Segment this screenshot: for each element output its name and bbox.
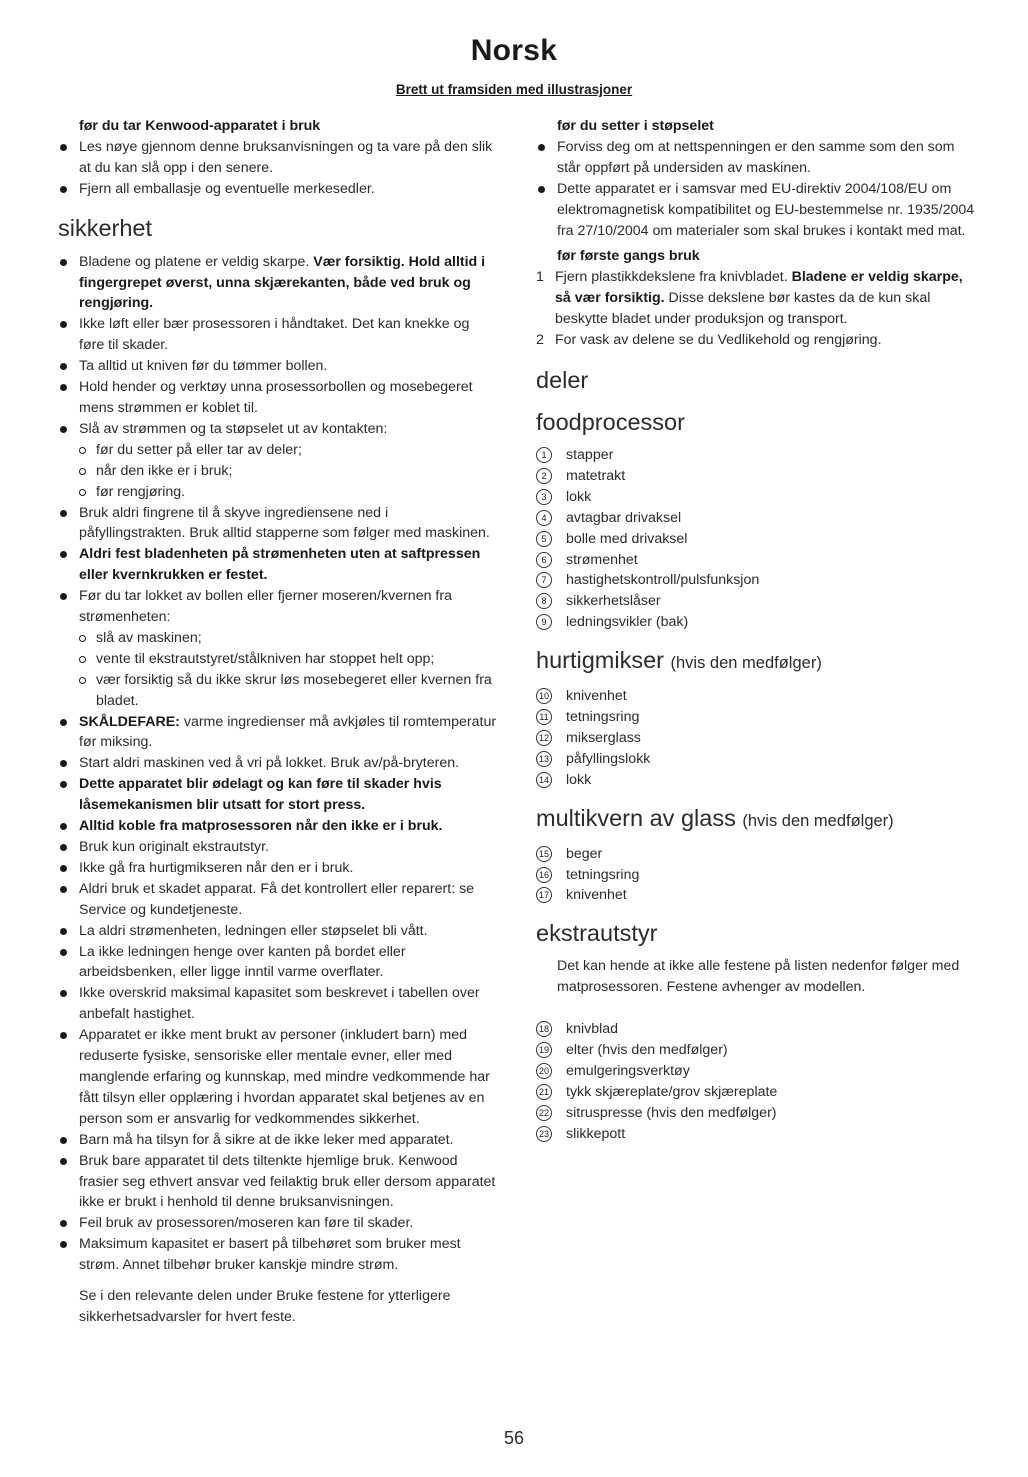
bullet-item: Aldri bruk et skadet apparat. Få det kontrollert eller reparert: se Service og kundetjeneste. [58,879,498,921]
hurtigmikser-parts-list [536,686,976,791]
bullet-item: Feil bruk av prosessoren/moseren kan føre til skader. [58,1213,498,1234]
right-column [536,116,976,1145]
bullet-item [58,252,498,315]
bullet-item: Slå av strømmen og ta støpselet ut av kontakten: [58,419,498,440]
accessories-intro: Det kan hende at ikke alle festene på listen nedenfor følger med matprosessoren. Festene avhenger av modellen. [557,958,960,996]
bullet-item: Bruk aldri fingrene til å skyve ingrediensene ned i påfyllingstrakten. Bruk alltid stapperne som følger med maskinen. [58,503,498,545]
bullet-item: Før du tar lokket av bollen eller fjerner moseren/kvernen fra strømenheten: [58,586,498,628]
part-number-badge: 23 [536,1126,552,1142]
foodprocessor-heading: foodprocessor [536,408,685,435]
part-item [536,466,976,487]
accessories-heading: ekstrautstyr [536,920,658,947]
step-number: 2 [536,332,544,349]
part-number-badge: 1 [536,447,552,463]
part-item [536,865,976,886]
text-bold: Vær forsiktig. Hold alltid i fingergrepet øverst, unna skjærekanten, både ved bruk og rengjøring. [79,253,486,312]
part-number-badge: 15 [536,846,552,862]
bullet-item: Start aldri maskinen ved å vri på lokket. Bruk av/på-bryteren. [58,753,498,774]
part-number-badge: 22 [536,1105,552,1121]
part-item [536,1124,976,1145]
part-label: knivenhet [566,887,627,904]
part-label: påfyllingslokk [566,750,651,767]
bullet-item: Apparatet er ikke ment brukt av personer (inkludert barn) med reduserte fysiske, sensoriske eller mentale evner, eller med manglende erfaring og kunnskap, med mindre vedkommende har fått tilsyn eller opplæring i hvordan apparatet skal betjenes av en person som er ansvarlig for vedkommendes sikkerhet. [58,1025,498,1130]
part-label: knivblad [566,1021,619,1038]
bullet-item: Ikke løft eller bær prosessoren i håndtaket. Det kan knekke og føre til skader. [58,314,498,356]
heading-text: multikvern av glass [536,804,736,831]
part-number-badge: 5 [536,531,552,547]
sub-bullet-item: før du setter på eller tar av deler; [58,440,498,461]
part-number-badge: 12 [536,730,552,746]
part-label: lokk [566,488,592,505]
text-normal: Bladene og platene er veldig skarpe. [79,253,314,270]
part-label: ledningsvikler (bak) [566,614,689,631]
plug-title: før du setter i støpselet [557,118,714,134]
part-label: beger [566,845,603,862]
part-number-badge: 3 [536,489,552,505]
part-label: stapper [566,446,614,463]
part-item [536,707,976,728]
part-item [536,508,976,529]
part-label: lokk [566,771,592,788]
bullet-item: La ikke ledningen henge over kanten på bordet eller arbeidsbenken, eller ligge inntil varme overflater. [58,942,498,984]
foodprocessor-parts-list [536,445,976,633]
heading-note: (hvis den medfølger) [670,654,822,673]
part-label: mikserglass [566,729,641,746]
hurtigmikser-heading [536,645,976,678]
numbered-step [536,330,976,351]
heading-text: hurtigmikser [536,647,664,674]
part-number-badge: 7 [536,572,552,588]
part-number-badge: 14 [536,772,552,788]
page-number: 56 [503,1428,525,1448]
part-label: strømenhet [566,551,638,568]
part-item [536,885,976,906]
part-item [536,1061,976,1082]
parts-heading: deler [536,366,589,393]
part-label: emulgeringsverktøy [566,1063,690,1079]
part-label: knivenhet [566,688,627,705]
part-item [536,728,976,749]
multikvern-heading [536,803,976,836]
part-item [536,844,976,865]
part-number-badge: 20 [536,1063,552,1079]
bullet-item: Aldri fest bladenheten på strømenheten uten at saftpressen eller kvernkrukken er festet. [58,544,498,586]
part-number-badge: 4 [536,510,552,526]
part-label: hastighetskontroll/pulsfunksjon [566,572,760,589]
part-label: elter (hvis den medfølger) [566,1042,728,1059]
bullet-item: Dette apparatet er i samsvar med EU-direktiv 2004/108/EU om elektromagnetisk kompatibilitet og EU-bestemmelse nr. 1935/2004 fra 27/10/2004 om materialer som skal brukes i kontakt med mat. [536,179,976,242]
part-item [536,550,976,571]
step-text: For vask av delene se du Vedlikehold og rengjøring. [555,332,882,349]
sub-bullet-item: før rengjøring. [58,482,498,503]
bullet-item: Barn må ha tilsyn for å sikre at de ikke leker med apparatet. [58,1130,498,1151]
heading-note: (hvis den medfølger) [742,811,894,830]
part-item [536,1103,976,1124]
bullet-item: La aldri strømenheten, ledningen eller støpselet bli vått. [58,921,498,942]
step-number: 1 [536,269,544,286]
part-label: tetningsring [566,709,640,726]
bullet-item: Ikke overskrid maksimal kapasitet som beskrevet i tabellen over anbefalt hastighet. [58,983,498,1025]
part-label: matetrakt [566,467,626,484]
part-item [536,1019,976,1040]
bullet-item: Fjern all emballasje og eventuelle merkesedler. [58,179,498,200]
part-number-badge: 18 [536,1021,552,1037]
text-normal: Fjern plastikkdekslene fra knivbladet. [555,269,792,286]
part-item [536,686,976,707]
numbered-step [536,267,976,330]
text-bold: SKÅLDEFARE: [79,713,180,730]
part-number-badge: 17 [536,887,552,903]
bullet-item: Forviss deg om at nettspenningen er den samme som den som står oppført på undersiden av maskinen. [536,137,976,179]
text-normal: varme ingredienser må avkjøles til romtemperatur før miksing. [79,713,497,751]
part-label: tykk skjæreplate/grov skjæreplate [566,1083,778,1100]
part-item [536,770,976,791]
safety-heading: sikkerhet [58,214,153,241]
part-label: sitruspresse (hvis den medfølger) [566,1104,777,1121]
bullet-item: Bruk kun originalt ekstrautstyr. [58,837,498,858]
bullet-item: Ta alltid ut kniven før du tømmer bollen. [58,356,498,377]
sub-bullet-item: slå av maskinen; [58,628,498,649]
part-item [536,749,976,770]
sub-bullet-item: vente til ekstrautstyret/stålkniven har stoppet helt opp; [58,649,498,670]
part-item [536,487,976,508]
bullet-item: Hold hender og verktøy unna prosessorbollen og mosebegeret mens strømmen er koblet til. [58,377,498,419]
part-label: tetningsring [566,866,640,883]
part-label: sikkerhetslåser [566,593,661,610]
part-item [536,570,976,591]
bullet-item: Alltid koble fra matprosessoren når den ikke er i bruk. [58,816,498,837]
sub-bullet-item: når den ikke er i bruk; [58,461,498,482]
part-label: bolle med drivaksel [566,530,688,547]
page-subtitle: Brett ut framsiden med illustrasjoner [395,82,633,97]
part-number-badge: 8 [536,593,552,609]
sub-bullet-item: vær forsiktig så du ikke skrur løs mosebegeret eller kvernen fra bladet. [58,670,498,712]
closing-note: Se i den relevante delen under Bruke festene for ytterligere sikkerhetsadvarsler for hvert feste. [79,1288,451,1325]
part-item [536,445,976,466]
bullet-item: Maksimum kapasitet er basert på tilbehøret som bruker mest strøm. Annet tilbehør bruker kanskje mindre strøm. [58,1234,498,1276]
part-item [536,529,976,550]
text-bold: Bladene er veldig skarpe, så vær forsiktig. [555,269,963,307]
first-use-title: før første gangs bruk [557,248,700,265]
part-item [536,1082,976,1103]
part-number-badge: 10 [536,688,552,704]
part-number-badge: 11 [536,709,552,725]
part-label: slikkepott [566,1125,626,1142]
left-column [58,116,498,1328]
part-number-badge: 9 [536,614,552,630]
part-number-badge: 16 [536,867,552,883]
accessories-list [536,1019,976,1144]
page-title: Norsk [470,34,558,67]
bullet-item: Bruk bare apparatet til dets tiltenkte hjemlige bruk. Kenwood frasier seg ethvert ansvar ved feilaktig bruk eller dersom apparatet ikke er brukt i henhold til denne bruksanvisningen. [58,1151,498,1214]
before-use-title: før du tar Kenwood-apparatet i bruk [79,118,321,134]
part-number-badge: 21 [536,1084,552,1100]
part-number-badge: 13 [536,751,552,767]
part-number-badge: 6 [536,552,552,568]
bullet-item: Ikke gå fra hurtigmikseren når den er i bruk. [58,858,498,879]
bullet-item: Dette apparatet blir ødelagt og kan føre til skader hvis låsemekanismen blir utsatt for stort press. [58,774,498,816]
part-item [536,612,976,633]
text-normal: Disse dekslene bør kastes da de kun skal beskytte bladet under produksjon og transport. [555,290,931,328]
part-number-badge: 19 [536,1042,552,1058]
part-item [536,1040,976,1061]
part-number-badge: 2 [536,468,552,484]
part-item [536,591,976,612]
bullet-item: Les nøye gjennom denne bruksanvisningen og ta vare på den slik at du kan slå opp i den senere. [58,137,498,179]
multikvern-parts-list [536,844,976,907]
part-label: avtagbar drivaksel [566,509,682,526]
bullet-item [58,712,498,754]
